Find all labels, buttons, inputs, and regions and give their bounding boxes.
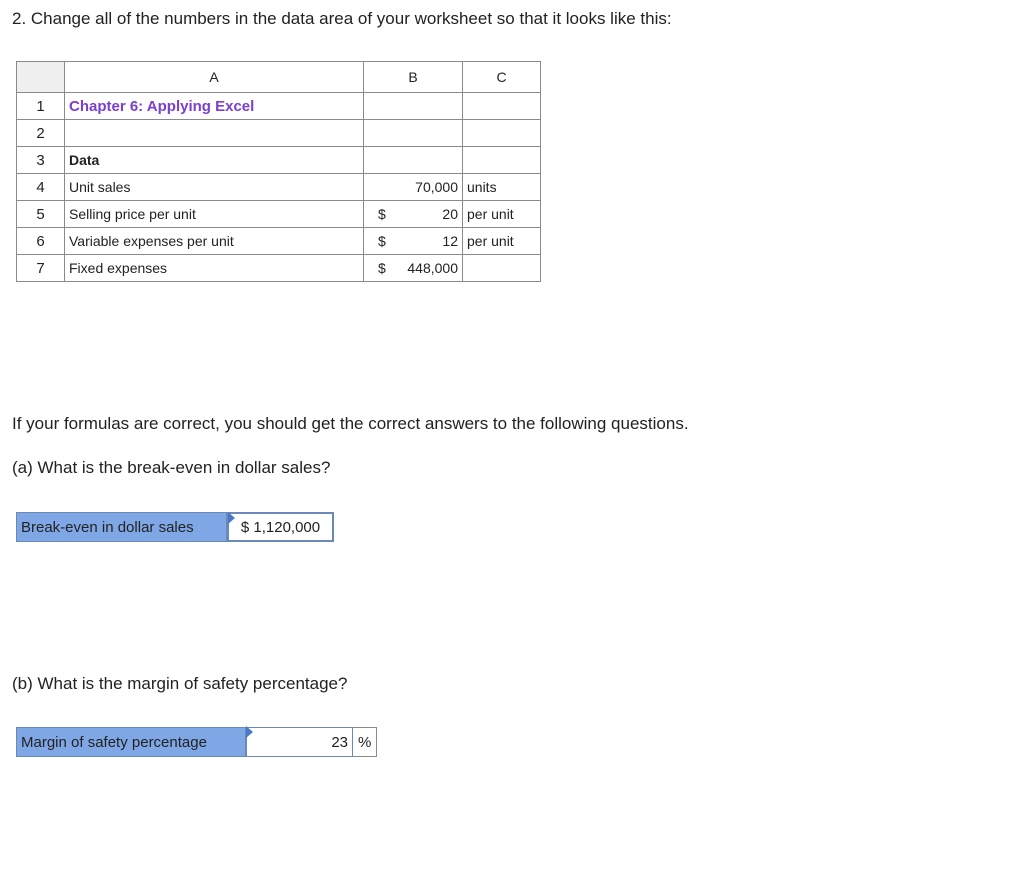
cell-b2 [364, 120, 463, 147]
cell-b1 [364, 93, 463, 120]
column-header-b: B [364, 62, 463, 93]
row-number: 7 [17, 255, 65, 282]
table-row [17, 120, 541, 147]
currency-symbol: $ [378, 233, 386, 249]
table-row [17, 174, 541, 201]
cell-a1: Chapter 6: Applying Excel [65, 93, 364, 120]
row-number: 1 [17, 93, 65, 120]
column-header-row [17, 62, 541, 93]
percent-unit: % [353, 727, 377, 757]
column-header-a: A [65, 62, 364, 93]
cell-a6: Variable expenses per unit [65, 228, 364, 255]
cell-a4: Unit sales [65, 174, 364, 201]
table-row [17, 93, 541, 120]
cell-a2 [65, 120, 364, 147]
table-row [17, 228, 541, 255]
row-number: 2 [17, 120, 65, 147]
margin-of-safety-label: Margin of safety percentage [16, 727, 246, 757]
intro-text: If your formulas are correct, you should get the correct answers to the following questions. [12, 414, 689, 433]
cell-b6-value: 12 [442, 233, 458, 249]
table-row [17, 201, 541, 228]
table-row [17, 255, 541, 282]
row-number: 3 [17, 147, 65, 174]
corner-cell [17, 62, 65, 93]
break-even-label: Break-even in dollar sales [16, 512, 227, 542]
question-a-text: (a) What is the break-even in dollar sales? [12, 458, 331, 477]
margin-of-safety-input[interactable]: 23 [246, 727, 353, 757]
cell-a3: Data [65, 147, 364, 174]
table-row [17, 147, 541, 174]
column-header-c: C [463, 62, 541, 93]
cell-b4-value: 70,000 [415, 179, 458, 195]
cell-c4: units [463, 174, 541, 201]
spreadsheet-table [16, 61, 541, 282]
cell-a7: Fixed expenses [65, 255, 364, 282]
margin-of-safety-answer-row [16, 727, 377, 757]
cell-b5-value: 20 [442, 206, 458, 222]
question-b-text: (b) What is the margin of safety percentage? [12, 674, 348, 693]
row-number: 6 [17, 228, 65, 255]
cell-b7 [364, 255, 463, 282]
break-even-answer-row [16, 512, 334, 542]
cell-c1 [463, 93, 541, 120]
row-number: 4 [17, 174, 65, 201]
cell-b3 [364, 147, 463, 174]
cell-c7 [463, 255, 541, 282]
cell-c5: per unit [463, 201, 541, 228]
cell-b7-value: 448,000 [407, 260, 458, 276]
cell-b5 [364, 201, 463, 228]
cell-b6 [364, 228, 463, 255]
cell-b4 [364, 174, 463, 201]
cell-c3 [463, 147, 541, 174]
currency-symbol: $ [378, 206, 386, 222]
cell-a5: Selling price per unit [65, 201, 364, 228]
row-number: 5 [17, 201, 65, 228]
currency-symbol: $ [378, 260, 386, 276]
instruction-text: 2. Change all of the numbers in the data area of your worksheet so that it looks like this: [12, 9, 672, 28]
break-even-input[interactable]: $ 1,120,000 [227, 512, 334, 542]
cell-c2 [463, 120, 541, 147]
cell-c6: per unit [463, 228, 541, 255]
